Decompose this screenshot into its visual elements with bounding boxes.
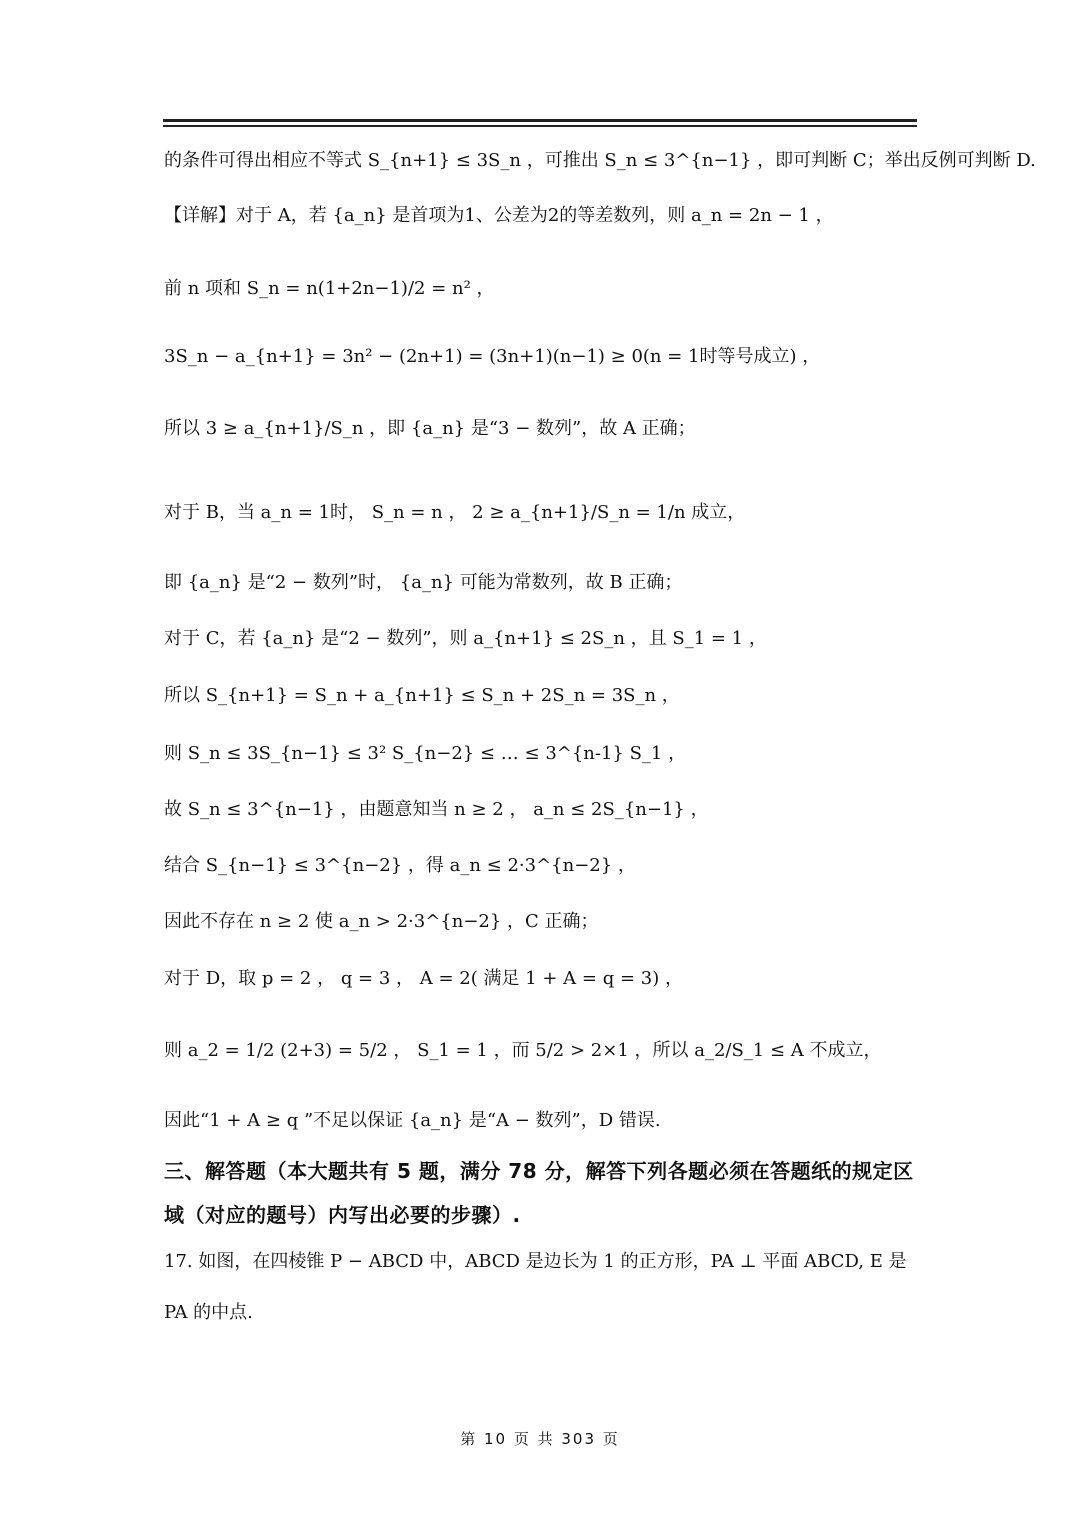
header-rule-thin bbox=[163, 125, 917, 127]
solution-line-2: 【详解】对于 A，若 {a_n} 是首项为1、公差为2的等差数列，则 a_n = 2n − 1 ， bbox=[164, 205, 834, 226]
solution-line-6: 对于 B，当 a_n = 1时， S_n = n ， 2 ≥ a_{n+1}/S_n = 1/n 成立， bbox=[164, 502, 746, 523]
solution-line-4: 3S_n − a_{n+1} = 3n² − (2n+1) = (3n+1)(n−1) ≥ 0(n = 1时等号成立) ， bbox=[164, 346, 821, 367]
problem-17-line-2: PA 的中点. bbox=[164, 1302, 253, 1323]
page-footer: 第 10 页 共 303 页 bbox=[460, 1430, 620, 1448]
solution-line-12: 结合 S_{n−1} ≤ 3^{n−2} ，得 a_n ≤ 2·3^{n−2} ， bbox=[164, 855, 636, 876]
solution-line-16: 因此“1 + A ≥ q ”不足以保证 {a_n} 是“A − 数列”，D 错误. bbox=[164, 1110, 661, 1131]
section-heading-line-2: 域（对应的题号）内写出必要的步骤）. bbox=[164, 1203, 521, 1227]
solution-line-9: 所以 S_{n+1} = S_n + a_{n+1} ≤ S_n + 2S_n = 3S_n ， bbox=[164, 685, 680, 706]
solution-line-8: 对于 C，若 {a_n} 是“2 − 数列”，则 a_{n+1} ≤ 2S_n ，且 S_1 = 1 ， bbox=[164, 628, 767, 649]
solution-line-1: 的条件可得出相应不等式 S_{n+1} ≤ 3S_n ，可推出 S_n ≤ 3^{n−1} ，即可判断 C；举出反例可判断 D. bbox=[164, 150, 1036, 171]
solution-line-7: 即 {a_n} 是“2 − 数列”时， {a_n} 可能为常数列，故 B 正确； bbox=[164, 572, 683, 593]
solution-line-3: 前 n 项和 S_n = n(1+2n−1)/2 = n² ， bbox=[164, 278, 495, 299]
solution-line-14: 对于 D，取 p = 2 ， q = 3 ， A = 2( 满足 1 + A = q = 3) ， bbox=[164, 968, 683, 989]
solution-line-5: 所以 3 ≥ a_{n+1}/S_n ，即 {a_n} 是“3 − 数列”，故 A 正确； bbox=[164, 418, 696, 439]
problem-17-line-1: 17. 如图，在四棱锥 P − ABCD 中，ABCD 是边长为 1 的正方形，PA ⊥ 平面 ABCD, E 是 bbox=[164, 1251, 907, 1272]
solution-line-11: 故 S_n ≤ 3^{n−1} ，由题意知当 n ≥ 2 ， a_n ≤ 2S_{n−1} ， bbox=[164, 799, 709, 820]
solution-line-10: 则 S_n ≤ 3S_{n−1} ≤ 3² S_{n−2} ≤ … ≤ 3^{n-1} S_1 ， bbox=[164, 743, 687, 764]
section-heading-line-1: 三、解答题（本大题共有 5 题，满分 78 分，解答下列各题必须在答题纸的规定区 bbox=[164, 1159, 914, 1183]
solution-line-13: 因此不存在 n ≥ 2 使 a_n > 2·3^{n−2} ，C 正确； bbox=[164, 911, 599, 932]
header-rule-thick bbox=[163, 119, 917, 122]
solution-line-15: 则 a_2 = 1/2 (2+3) = 5/2 ， S_1 = 1 ，而 5/2 > 2×1 ，所以 a_2/S_1 ≤ A 不成立， bbox=[164, 1040, 882, 1061]
